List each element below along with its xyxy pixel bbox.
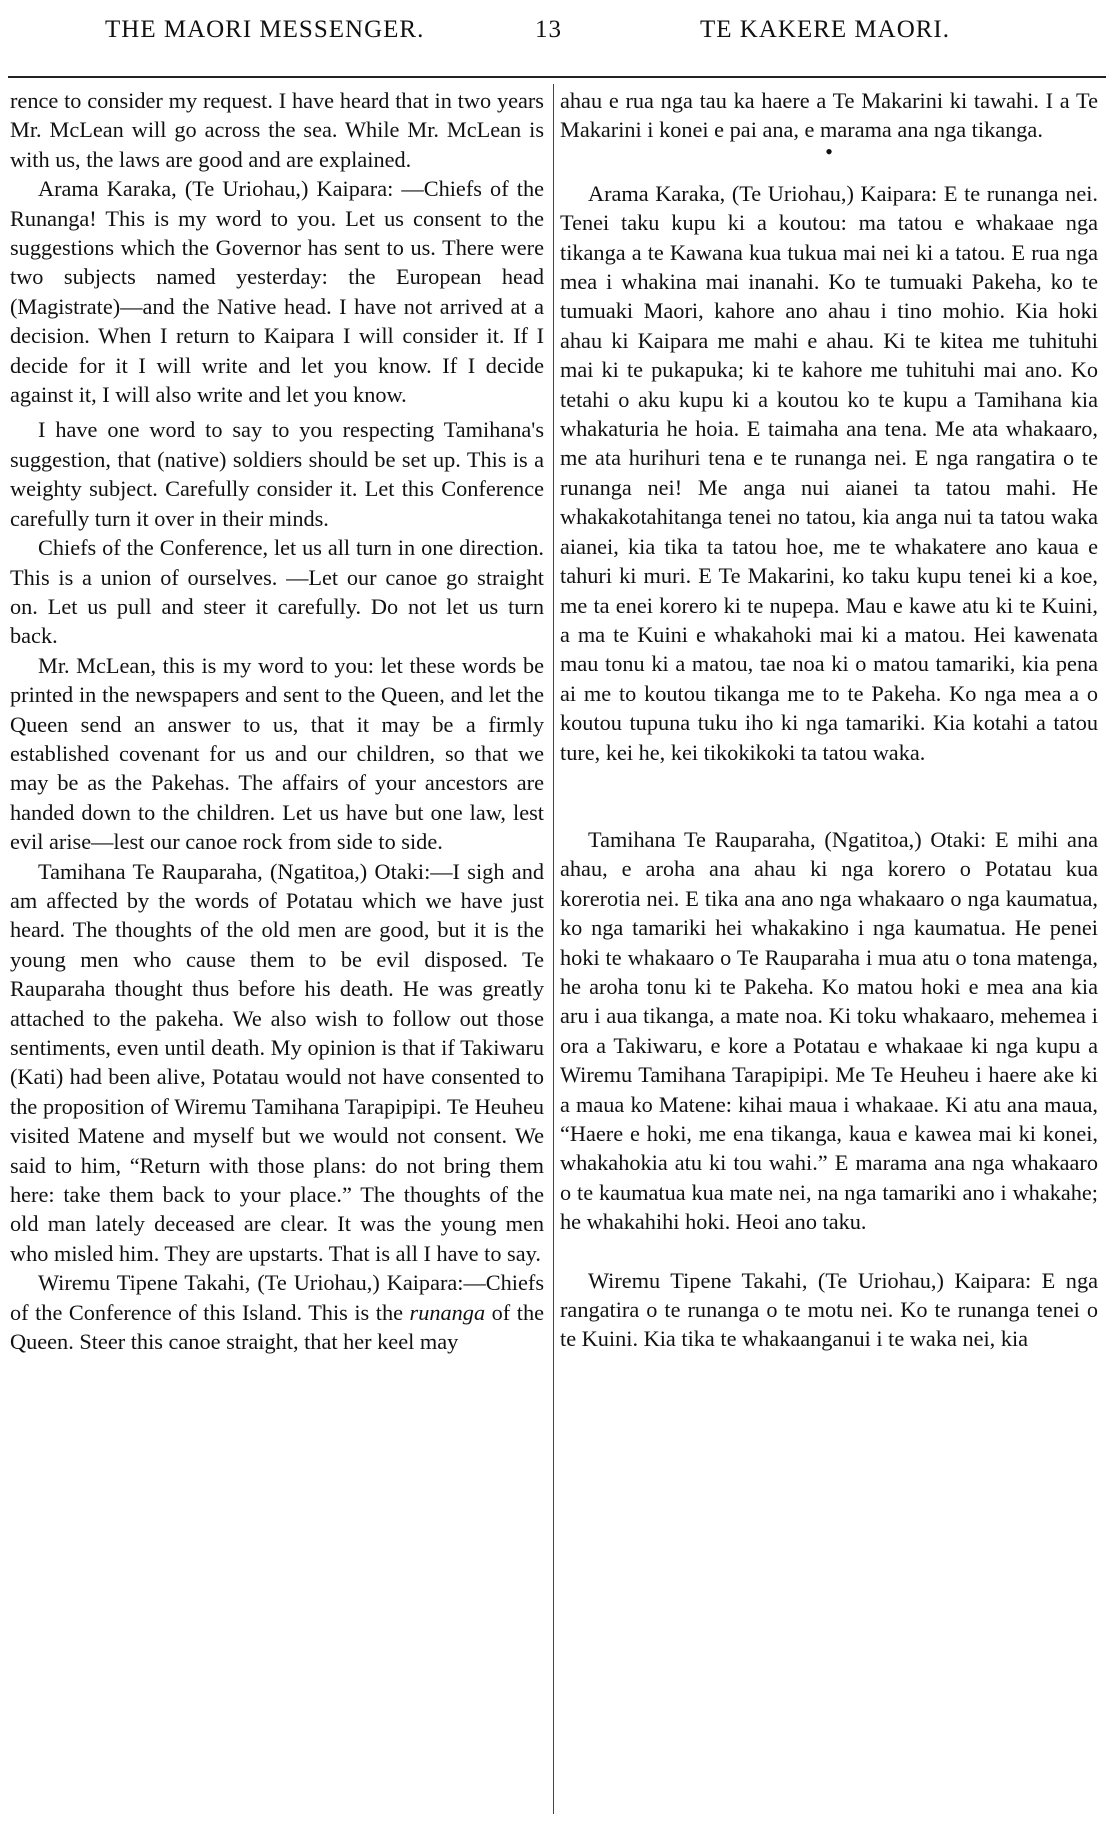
paragraph-text: of the Queen. Steer this canoe straight, that her keel may: [10, 1299, 544, 1355]
page-header: [0, 16, 1114, 56]
header-rule: [8, 76, 1106, 78]
paragraph: Chiefs of the Conference, let us all turn in one direction. This is a union of ourselves. —Let our canoe go straight on. Let us pull and steer it carefully. Do not let us turn back.: [10, 535, 544, 649]
paragraph-text: Wiremu Tipene Takahi, (Te Uriohau,) Kaipara:—Chiefs of the Conference of this Island. This is the: [10, 1270, 544, 1325]
italic-word: runanga: [409, 1299, 486, 1325]
paragraph: I have one word to say to you respecting Tamihana's suggestion, that (native) soldiers should be set up. This is a weighty subject. Carefully consider it. Let this Conference carefully turn it over in their minds.: [10, 417, 544, 531]
paragraph: Tamihana Te Rauparaha, (Ngatitoa,) Otaki: E mihi ana ahau, e aroha ana ahau ki nga korero o Potatau kua korerotia nei. E tika ana ano nga whakaaro o nga kaumatua, ko nga tamariki hei whakakino i nga kaumatua. He penei hoki te whakaaro o Te Rauparaha i mua atu o tona matenga, he aroha tonu ki te Pakeha. Ko matou hoki e mea ana kia aru i aua tikanga, a mate noa. Ki toku whakaaro, mehemea i ora a Takiwaru, e kore a Potatau e whakaae ki nga kupu a Wiremu Tamihana Tarapipipi. Me Te Heuheu i haere ake ki a maua ko Matene: kihai maua i whakaae. Ki atu ana maua, “Haere e hoki, me ena tikanga, kaua e kawea mai ki konei, whakahokia atu ki tou wahi.” E marama ana nga whakaaro o te kaumatua kua mate nei, na nga tamariki ano i whakahe; he whakahihi hoki. Heoi ano taku.: [560, 826, 1098, 1235]
header-english-title: THE MAORI MESSENGER.: [105, 16, 425, 43]
paragraph: Mr. McLean, this is my word to you: let these words be printed in the newspapers and sent to the Queen, and let the Queen send an answer to us, that it may be a firmly established covenant for us and our children, so that we may be as the Pakehas. The affairs of your ancestors are handed down to the children. Let us have but one law, lest evil arise—lest our canoe rock from side to side.: [10, 652, 544, 855]
header-maori-title: TE KAKERE MAORI.: [700, 16, 951, 43]
paragraph: Wiremu Tipene Takahi, (Te Uriohau,) Kaipara: E nga rangatira o te runanga o te motu nei. Ko te runanga tenei o te Kuini. Kia tika te whakaanganui i te waka nei, kia: [560, 1267, 1098, 1352]
paragraph: Tamihana Te Rauparaha, (Ngatitoa,) Otaki:—I sigh and am affected by the words of Potatau which we have just heard. The thoughts of the old men are good, but it is the young men who cause them to be evil disposed. Te Rauparaha thought thus before his death. He was greatly attached to the pakeha. We also wish to follow out those sentiments, even until death. My opinion is that if Takiwaru (Kati) had been alive, Potatau would not have consented to the proposition of Wiremu Tamihana Tarapipipi. Te Heuheu visited Matene and myself but we would not consent. We said to him, “Return with those plans: do not bring them here: take them back to your place.” The thoughts of the old man lately deceased are clear. It was the young men who misled him. They are upstarts. That is all I have to say.: [10, 858, 544, 1266]
paragraph: ahau e rua nga tau ka haere a Te Makarini ki tawahi. I a Te Makarini i konei e pai ana, e marama ana nga tikanga.: [560, 88, 1098, 143]
column-divider: [553, 84, 554, 1814]
paragraph: [10, 1268, 544, 1356]
paragraph: rence to consider my request. I have heard that in two years Mr. McLean will go across the sea. While Mr. McLean is with us, the laws are good and are explained.: [10, 88, 544, 172]
paragraph: Arama Karaka, (Te Uriohau,) Kaipara: —Chiefs of the Runanga! This is my word to you. Let us consent to the suggestions which the Governor has sent to us. There were two subjects named yesterday: the European head (Magistrate)—and the Native head. I have not arrived at a decision. When I return to Kaipara I will consider it. If I decide for it I will write and let you know. If I decide against it, I will also write and let you know.: [10, 176, 544, 408]
paragraph: Arama Karaka, (Te Uriohau,) Kaipara: E te runanga nei. Tenei taku kupu ki a koutou: ma tatou e whakaae nga tikanga a te Kawana kua tukua mai nei ki a tatou. E rua nga mea i whakina mai inanahi. Ko te tumuaki Pakeha, ko te tumuaki Maori, kahore ano ahau i tino mohio. Kia hoki ahau ki Kaipara me mahi e ahau. Ki te kitea me tuhituhi mai ki te pukapuka; ki te kahore me tuhituhi mai ano. Ko tetahi o aku kupu ki a koutou ko te kupu a Tamihana kia whakaturia he hoia. E taimaha ana tena. Me ata whakaaro, me ata hurihuri tena e te runanga nei. E nga rangatira o te runanga nei! Me anga nui aianei ta tatou mahi. He whakakotahitanga tenei no tatou, kia anga nui ta tatou waka aianei, kia tika ta tatou hoe, me te whakatere ano kaua e tahuri ki muri. E Te Makarini, ko taku kupu tenei ki a koe, me ta enei korero ki te nupepa. Mau e kawe atu ki te Kuini, a ma te Kuini e whakahoki mai ki a matou. Hei kawenata mau tonu ki a matou, tae noa ki o matou tamariki, kia pena ai me to koutou tikanga me to te Pakeha. Ko nga mea a o koutou tupuna tuku iho ki nga tamariki. Kia kotahi a tatou ture, kei he, kei tikokikoki ta tatou waka.: [560, 180, 1098, 765]
maori-column: [560, 86, 1098, 1816]
english-column: [10, 86, 544, 1816]
page-number: 13: [535, 16, 562, 43]
ornament-dot: •: [825, 138, 833, 164]
